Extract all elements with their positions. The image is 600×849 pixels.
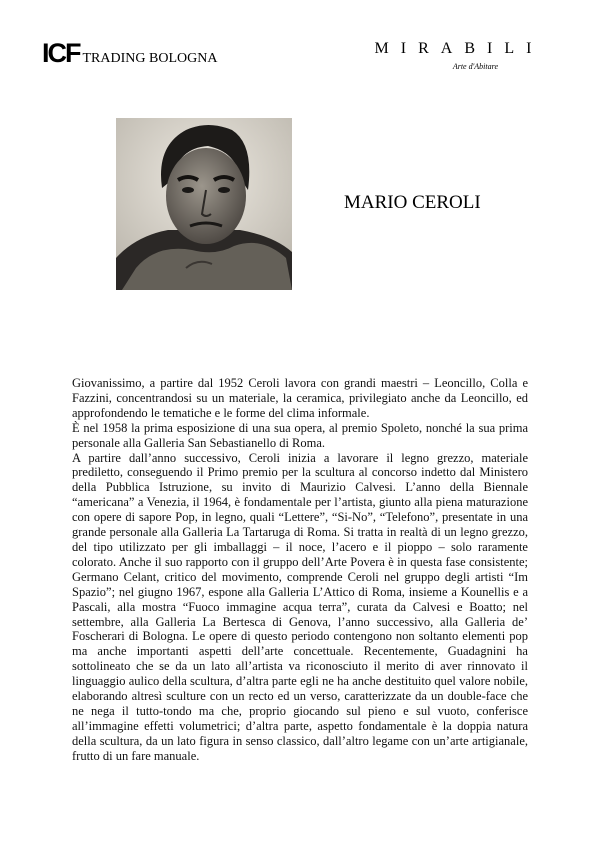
biography-paragraph: Giovanissimo, a partire dal 1952 Ceroli lavora con grandi maestri – Leoncillo, Colla e Fazzini, concentrandosi su un materiale, la ceramica, privilegiato anche da Leoncillo, ed approfondendo le tematiche e le forme del clima informale.	[72, 376, 528, 420]
icf-logo-text: TRADING BOLOGNA	[82, 51, 218, 66]
biography-paragraph: A partire dall’anno successivo, Ceroli inizia a lavorare il legno grezzo, materiale prediletto, conseguendo il Primo premio per la scultura al concorso indetto dal Ministero della Pubblica Istruzione, su invito di Maurizio Calvesi. L’anno della Biennale “americana” a Venezia, il 1964, è fondamentale per l’artista, giunto alla piena maturazione con opere di sapore Pop, in legno, quali “Lettere”, “Si-No”, “Telefono”, presentate in una grande personale alla Galleria La Tartaruga di Roma. Si tratta in realtà di un legno grezzo, del tipo utilizzato per gli imballaggi – il noce, l’acero e il pioppo – solo raramente colorato. Anche il suo rapporto con il gruppo dell’Arte Povera è in questa fase consistente; Germano Celant, critico del movimento, comprende Ceroli nel gruppo degli artisti “Im Spazio”; nel giugno 1967, espone alla Galleria L’Attico di Roma, insieme a Kounellis e a Pascali, alla mostra “Fuoco immagine acqua terra”, curata da Calvesi e Boatto; nel settembre, alla Galleria La Bertesca di Genova, l’anno successivo, alla Galleria de’ Foscherari di Bologna. Le opere di questo periodo contengono non soltanto elementi pop ma anche importanti aspetti dell’arte concettuale. Recentemente, Guadagnini ha sottolineato che se da un lato all’artista va riconosciuto il merito di aver rinnovato il linguaggio aulico della scultura, d’altra parte egli ne ha anche destituito quel valore nobile, elaborando altresì sculture con un recto ed un verso, caratterizzate da un double-face che ne nega il tutto-tondo ma che, proprio giocando sul pieno e sul vuoto, conferisce all’immagine effetti volumetrici; d’altra parte, aspetto fondamentale è la doppia natura della scultura, da un lato figura in senso classico, dall’altro legame con un’arte artigianale, frutto di un fare manuale.	[72, 450, 528, 763]
artist-name-heading: MARIO CEROLI	[344, 192, 481, 213]
biography-paragraph: È nel 1958 la prima esposizione di una sua opera, al premio Spoleto, nonché la sua prima personale alla Galleria San Sebastianello di Roma.	[72, 420, 528, 450]
icf-trading-bologna-logo	[42, 40, 217, 67]
mirabili-logo-subtitle: Arte d'Abitare	[452, 62, 498, 71]
biography-text	[72, 376, 528, 764]
artist-portrait-photo	[116, 118, 292, 290]
icf-logo-mark: ICF	[42, 38, 80, 68]
portrait-icon	[116, 118, 292, 290]
mirabili-logo-title: MIRABILI	[374, 40, 544, 57]
mirabili-logo	[346, 40, 560, 71]
